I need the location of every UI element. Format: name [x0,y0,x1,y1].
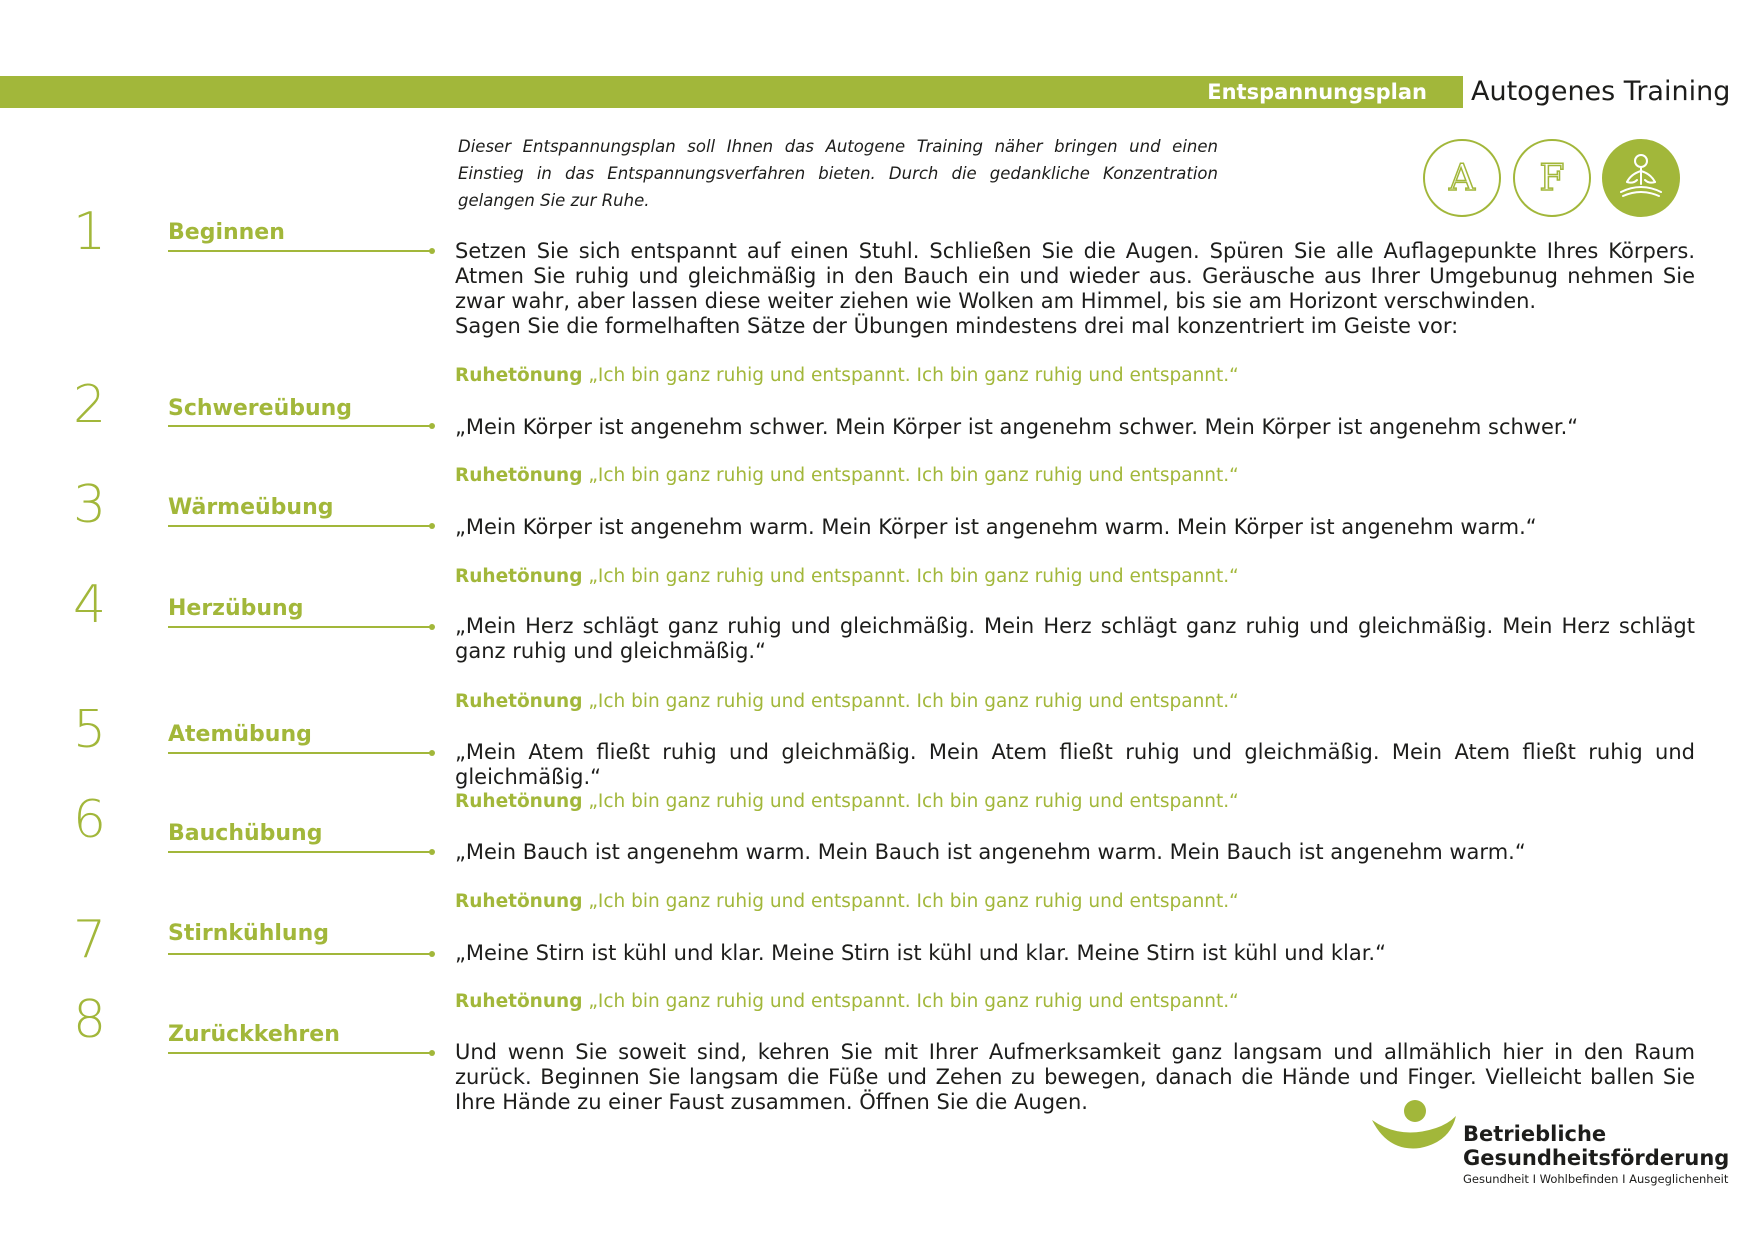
step-divider [168,1052,430,1054]
step-label-bauch: Bauchübung [168,821,323,846]
step-number-5: 5 [73,700,107,760]
letter-a-icon: A [1423,139,1501,217]
step-label-schwere: Schwereübung [168,396,353,421]
step-number-8: 8 [73,990,107,1050]
ruhetoenung-line: Ruhetönung „Ich bin ganz ruhig und entspannt. Ich bin ganz ruhig und entspannt.“ [455,465,1239,486]
step-divider [168,752,430,754]
ruhetoenung-line: Ruhetönung „Ich bin ganz ruhig und entspannt. Ich bin ganz ruhig und entspannt.“ [455,991,1239,1012]
meditation-icon [1602,139,1680,217]
waerme-text: „Mein Körper ist angenehm warm. Mein Körper ist angenehm warm. Mein Körper ist angenehm warm.“ [455,515,1537,539]
ruhetoenung-line: Ruhetönung „Ich bin ganz ruhig und entspannt. Ich bin ganz ruhig und entspannt.“ [455,791,1239,812]
schwere-text: „Mein Körper ist angenehm schwer. Mein Körper ist angenehm schwer. Mein Körper ist angenehm schwer.“ [455,415,1579,439]
step-divider [168,525,430,527]
page-title: Autogenes Training [1463,75,1754,109]
zurueck-text: Und wenn Sie soweit sind, kehren Sie mit Ihrer Aufmerksamkeit ganz langsam und allmählich hier in den Raum zurück. Beginnen Sie langsam die Füße und Zehen zu bewegen, danach die Hände und Finger. Vielleicht ballen Sie Ihre Hände zu einer Faust zusammen. Öffnen Sie die Augen. [455,1040,1695,1114]
ruhetoenung-line: Ruhetönung „Ich bin ganz ruhig und entspannt. Ich bin ganz ruhig und entspannt.“ [455,566,1239,587]
step-divider [168,425,430,427]
ruhetoenung-line: Ruhetönung „Ich bin ganz ruhig und entspannt. Ich bin ganz ruhig und entspannt.“ [455,691,1239,712]
step-number-6: 6 [73,790,107,850]
step-divider [168,953,430,955]
step-divider [168,626,430,628]
step-label-zurueck: Zurückkehren [168,1022,340,1047]
atem-text: „Mein Atem fließt ruhig und gleichmäßig. Mein Atem fließt ruhig und gleichmäßig. Mein Atem fließt ruhig und gleichmäßig.“ [455,740,1695,789]
logo-tagline: Gesundheit I Wohlbefinden I Ausgeglichenheit [1463,1172,1729,1186]
logo-mark-icon [1370,1098,1460,1156]
step-label-stirn: Stirnkühlung [168,921,329,946]
herz-text: „Mein Herz schlägt ganz ruhig und gleichmäßig. Mein Herz schlägt ganz ruhig und gleichmäßig. Mein Herz schlägt ganz ruhig und gleichmäßig.“ [455,614,1695,663]
letter-f-icon: F [1513,139,1591,217]
bauch-text: „Mein Bauch ist angenehm warm. Mein Bauch ist angenehm warm. Mein Bauch ist angenehm warm.“ [455,840,1526,864]
step-label-waerme: Wärmeübung [168,495,334,520]
step-label-herz: Herzübung [168,596,304,621]
step-number-3: 3 [73,475,107,535]
stirn-text: „Meine Stirn ist kühl und klar. Meine Stirn ist kühl und klar. Meine Stirn ist kühl und klar.“ [455,941,1386,965]
step-label-atem: Atemübung [168,722,312,747]
step-divider [168,250,430,252]
step-number-4: 4 [73,575,107,635]
intro-text: Dieser Entspannungsplan soll Ihnen das Autogene Training näher bringen und einen Einstieg in das Entspannungsverfahren bieten. Durch die gedankliche Konzentration gelangen Sie zur Ruhe. [458,137,1218,210]
ruhetoenung-line: Ruhetönung „Ich bin ganz ruhig und entspannt. Ich bin ganz ruhig und entspannt.“ [455,365,1239,386]
step-number-1: 1 [73,202,107,262]
beginnen-text: Setzen Sie sich entspannt auf einen Stuhl. Schließen Sie die Augen. Spüren Sie alle Auflagepunkte Ihres Körpers. Atmen Sie ruhig und gleichmäßig in den Bauch ein und wieder aus. Geräusche aus Ihrer Umgebunug nehmen Sie zwar wahr, aber lassen diese weiter ziehen wie Wolken am Himmel, bis sie am Horizont verschwinden. Sagen Sie die formelhaften Sätze der Übungen mindestens drei mal konzentriert im Geiste vor: [455,239,1695,338]
step-number-2: 2 [73,375,107,435]
step-divider [168,851,430,853]
header-label: Entspannungsplan [1197,76,1437,108]
step-label-beginnen: Beginnen [168,220,285,245]
ruhetoenung-line: Ruhetönung „Ich bin ganz ruhig und entspannt. Ich bin ganz ruhig und entspannt.“ [455,891,1239,912]
logo-text-line1: Betriebliche [1463,1122,1607,1146]
logo-text-line2: Gesundheitsförderung [1463,1146,1730,1170]
step-number-7: 7 [73,910,107,970]
